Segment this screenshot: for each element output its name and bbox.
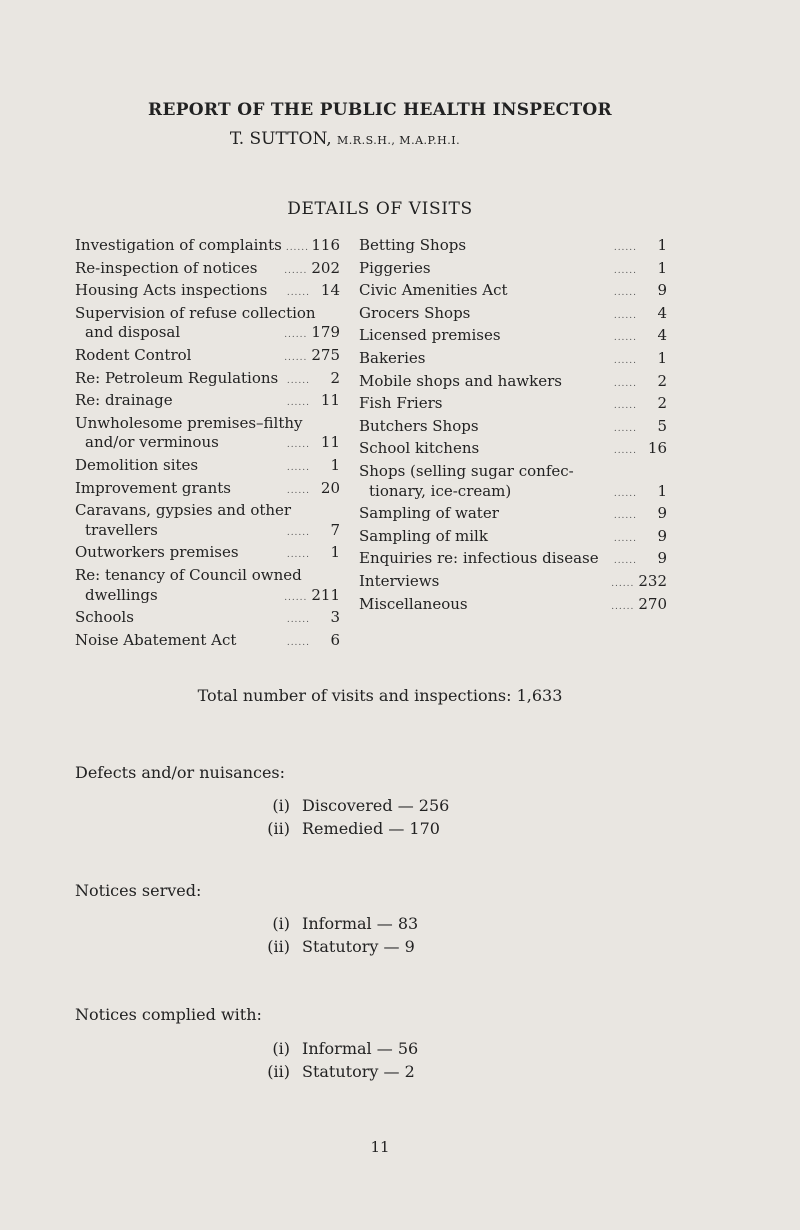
leader-dots: ...... [613,288,637,299]
visit-label: and disposal [85,323,181,342]
visit-label: travellers [85,520,158,539]
item-text: Remedied — 170 [302,819,440,838]
leader-dots: ...... [613,243,637,253]
visit-row [75,479,340,502]
visit-row [75,566,340,586]
visit-count: 9 [657,281,667,300]
visit-label: Unwholesome premises–filthy [75,413,303,432]
visit-row [75,543,340,566]
item-number: (i) [272,796,290,815]
visit-label: Supervision of refuse collection [75,303,316,322]
visit-label: Re: tenancy of Council owned [75,565,302,584]
visit-count: 11 [320,433,340,452]
leader-dots: ...... [286,550,310,561]
visit-row [75,433,340,456]
visit-row [75,259,340,282]
visit-count: 1 [657,481,667,500]
leader-dots: ...... [613,333,637,344]
visit-row [75,391,340,414]
visit-label: Civic Amenities Act [359,281,508,300]
visit-count: 232 [638,571,667,590]
visit-count: 20 [320,478,340,497]
visit-count: 7 [330,520,340,539]
leader-dots: ...... [613,488,637,499]
leader-dots: ...... [613,310,637,321]
item-text: Statutory — 2 [302,1062,415,1081]
visit-label: dwellings [85,585,158,604]
visit-label: Shops (selling sugar confec- [359,461,574,480]
author-qualifications: M.R.S.H., M.A.P.H.I. [337,134,461,147]
leader-dots: ...... [613,533,637,544]
visit-row [75,236,340,259]
visit-label: Fish Friers [359,394,443,413]
leader-dots: ...... [286,527,310,538]
notices-complied-item [256,1062,415,1081]
visit-label: Bakeries [359,348,426,367]
item-text: Statutory — 9 [302,937,415,956]
visit-label: Demolition sites [75,455,199,474]
leader-dots: ...... [286,462,310,473]
visit-row [359,482,667,505]
visit-label: Schools [75,608,134,627]
visit-count: 2 [330,368,340,387]
leader-dots: ...... [286,398,310,409]
visit-count: 275 [311,345,340,364]
visit-row [359,394,667,417]
section-heading: DETAILS OF VISITS [287,199,473,219]
visit-count: 2 [657,394,667,413]
author-line [0,129,690,149]
defects-item [256,796,449,815]
visit-count: 11 [320,391,340,410]
visit-label: Rodent Control [75,345,192,364]
visit-label: Re: drainage [75,391,173,410]
leader-dots: ...... [286,440,310,451]
leader-dots: ...... [613,401,637,412]
visit-label: Improvement grants [75,478,231,497]
visit-row [359,417,667,440]
visit-row [359,281,667,304]
leader-dots: ...... [284,352,308,363]
visit-count: 4 [657,303,667,322]
visit-row [75,631,340,654]
visit-label: and/or verminous [85,433,219,452]
notices-complied-item [256,1039,418,1058]
leader-dots: ...... [286,615,310,626]
item-text: Informal — 56 [302,1039,419,1058]
leader-dots: ...... [613,355,637,366]
visit-row [75,323,340,346]
visit-label: Mobile shops and hawkers [359,371,562,390]
visit-count: 9 [657,526,667,545]
visit-row [75,456,340,479]
visit-row [359,259,667,282]
item-number: (ii) [267,937,290,956]
visit-label: Caravans, gypsies and other [75,501,292,520]
visit-row [359,372,667,395]
visit-row [359,462,667,482]
item-number: (ii) [267,819,290,838]
item-text: Informal — 83 [302,914,419,933]
visit-label: Betting Shops [359,236,467,254]
visit-row [359,572,667,595]
leader-dots: ...... [284,592,308,603]
report-title: REPORT OF THE PUBLIC HEALTH INSPECTOR [148,100,612,120]
visit-label: School kitchens [359,439,480,458]
visit-row [75,369,340,392]
visit-label: Outworkers premises [75,543,239,562]
visit-row [75,281,340,304]
visit-label: Sampling of milk [359,526,488,545]
visit-label: Re: Petroleum Regulations [75,368,279,387]
visit-count: 9 [657,549,667,568]
visit-label: Sampling of water [359,504,499,523]
leader-dots: ...... [613,423,637,434]
notices-served-item [256,937,415,956]
visit-row [75,304,340,324]
visit-count: 179 [311,323,340,342]
visit-count: 14 [320,281,340,300]
visit-count: 1 [657,348,667,367]
visit-count: 9 [657,504,667,523]
visit-row [359,304,667,327]
leader-dots: ...... [611,578,635,589]
leader-dots: ...... [613,378,637,389]
visits-right-column [359,236,667,617]
total-visits: Total number of visits and inspections: 1,633 [197,686,563,705]
visit-label: Noise Abatement Act [75,630,237,649]
leader-dots: ...... [286,485,310,496]
visit-row [359,504,667,527]
author-name: T. SUTTON, [229,129,332,149]
visit-count: 1 [330,543,340,562]
visits-left-column [75,236,340,653]
notices-served-title: Notices served: [75,881,202,900]
page-number: 11 [370,1138,390,1156]
leader-dots: ...... [613,446,637,457]
visit-row [75,346,340,369]
leader-dots: ...... [284,330,308,341]
visit-count: 270 [638,594,667,613]
leader-dots: ...... [286,637,310,648]
visit-count: 1 [330,455,340,474]
visit-row [75,414,340,434]
item-number: (i) [272,914,290,933]
visit-row [359,549,667,572]
visit-row [75,521,340,544]
visit-count: 4 [657,326,667,345]
leader-dots: ...... [613,265,637,276]
visit-row [359,236,667,259]
visit-count: 5 [657,416,667,435]
visit-row [359,439,667,462]
visit-count: 3 [330,608,340,627]
visit-label: Grocers Shops [359,303,471,322]
visit-count: 202 [311,258,340,277]
visit-label: Licensed premises [359,326,501,345]
leader-dots: ...... [613,556,637,567]
visit-count: 6 [330,630,340,649]
visit-count: 16 [647,439,667,458]
visit-row [75,501,340,521]
item-number: (i) [272,1039,290,1058]
visit-row [359,326,667,349]
defects-title: Defects and/or nuisances: [75,763,286,782]
notices-complied-title: Notices complied with: [75,1005,262,1024]
visit-label: Housing Acts inspections [75,281,268,300]
defects-item [256,819,440,838]
visit-row [359,595,667,618]
visit-label: Interviews [359,571,440,590]
item-number: (ii) [267,1062,290,1081]
visit-row [359,349,667,372]
visit-count: 2 [657,371,667,390]
item-text: Discovered — 256 [302,796,450,815]
visit-label: Re-inspection of notices [75,258,258,277]
visit-label: Miscellaneous [359,594,468,613]
visit-label: tionary, ice-cream) [369,481,512,500]
leader-dots: ...... [284,265,308,276]
visit-row [75,586,340,609]
visit-count: 1 [657,236,667,254]
visit-label: Investigation of complaints [75,236,282,254]
visit-row [359,527,667,550]
visit-row [75,608,340,631]
visit-count: 116 [311,236,340,254]
leader-dots: ...... [286,375,310,386]
visit-label: Enquiries re: infectious disease [359,549,599,568]
leader-dots: ...... [285,243,309,253]
leader-dots: ...... [611,601,635,612]
visit-label: Butchers Shops [359,416,479,435]
visit-label: Piggeries [359,258,431,277]
leader-dots: ...... [613,511,637,522]
notices-served-item [256,914,418,933]
leader-dots: ...... [286,288,310,299]
visit-count: 211 [311,585,340,604]
visit-count: 1 [657,258,667,277]
